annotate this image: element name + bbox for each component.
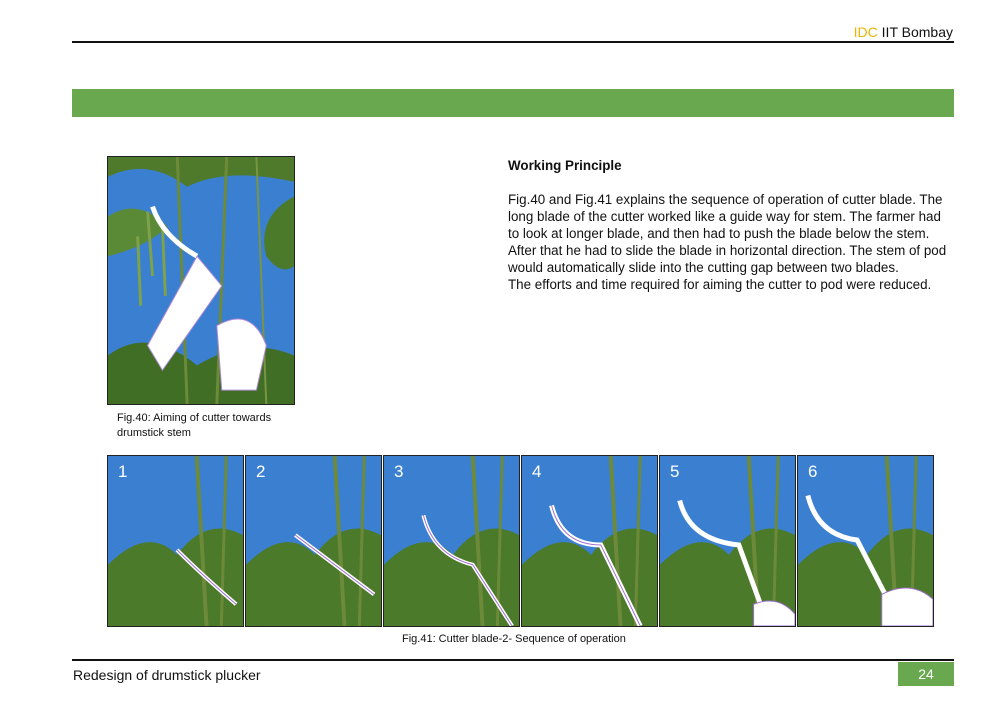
frame-number: 4 xyxy=(532,462,542,481)
frame-illustration xyxy=(108,456,243,626)
frame-number: 2 xyxy=(256,462,266,481)
frame-illustration xyxy=(384,456,519,626)
frame-illustration xyxy=(522,456,657,626)
page-number: 24 xyxy=(898,662,954,686)
frame-number: 1 xyxy=(118,462,128,481)
fig41-frame-3 xyxy=(383,455,520,627)
fig41-frame-5 xyxy=(659,455,796,627)
header-org xyxy=(854,24,953,40)
header-org-rest: IIT Bombay xyxy=(877,24,953,40)
frame-illustration xyxy=(798,456,933,626)
fig41-frame-4 xyxy=(521,455,658,627)
fig40-caption: Fig.40: Aiming of cutter towards drumstick stem xyxy=(117,412,272,439)
section-title: Working Principle xyxy=(508,158,622,173)
frame-illustration xyxy=(660,456,795,626)
fig41-caption: Fig.41: Cutter blade-2- Sequence of operation xyxy=(402,633,626,645)
fig41-frame-2 xyxy=(245,455,382,627)
frame-number: 5 xyxy=(670,462,680,481)
fig41-frame-6 xyxy=(797,455,934,627)
header-rule xyxy=(72,41,954,43)
frame-number: 6 xyxy=(808,462,818,481)
header-org-highlight: IDC xyxy=(853,24,878,40)
section-paragraph-1: Fig.40 and Fig.41 explains the sequence of operation of cutter blade. The long blade of the cutter worked like a guide way for stem. The farmer had to look at longer blade, and then had to push the blade below the stem. After that he had to slide the blade in horizontal direction. The stem of pod would automatically slide into the cutting gap between two blades. xyxy=(508,192,947,275)
frame-illustration xyxy=(246,456,381,626)
section-paragraph-2: The efforts and time required for aiming the cutter to pod were reduced. xyxy=(508,277,932,292)
working-principle-section xyxy=(508,157,948,293)
fig41-frame-1 xyxy=(107,455,244,627)
fig40-photo xyxy=(107,156,295,405)
frame-number: 3 xyxy=(394,462,404,481)
fig40-illustration xyxy=(108,157,294,404)
footer-title: Redesign of drumstick plucker xyxy=(73,667,261,683)
footer-rule xyxy=(72,659,954,661)
title-band xyxy=(72,89,954,117)
